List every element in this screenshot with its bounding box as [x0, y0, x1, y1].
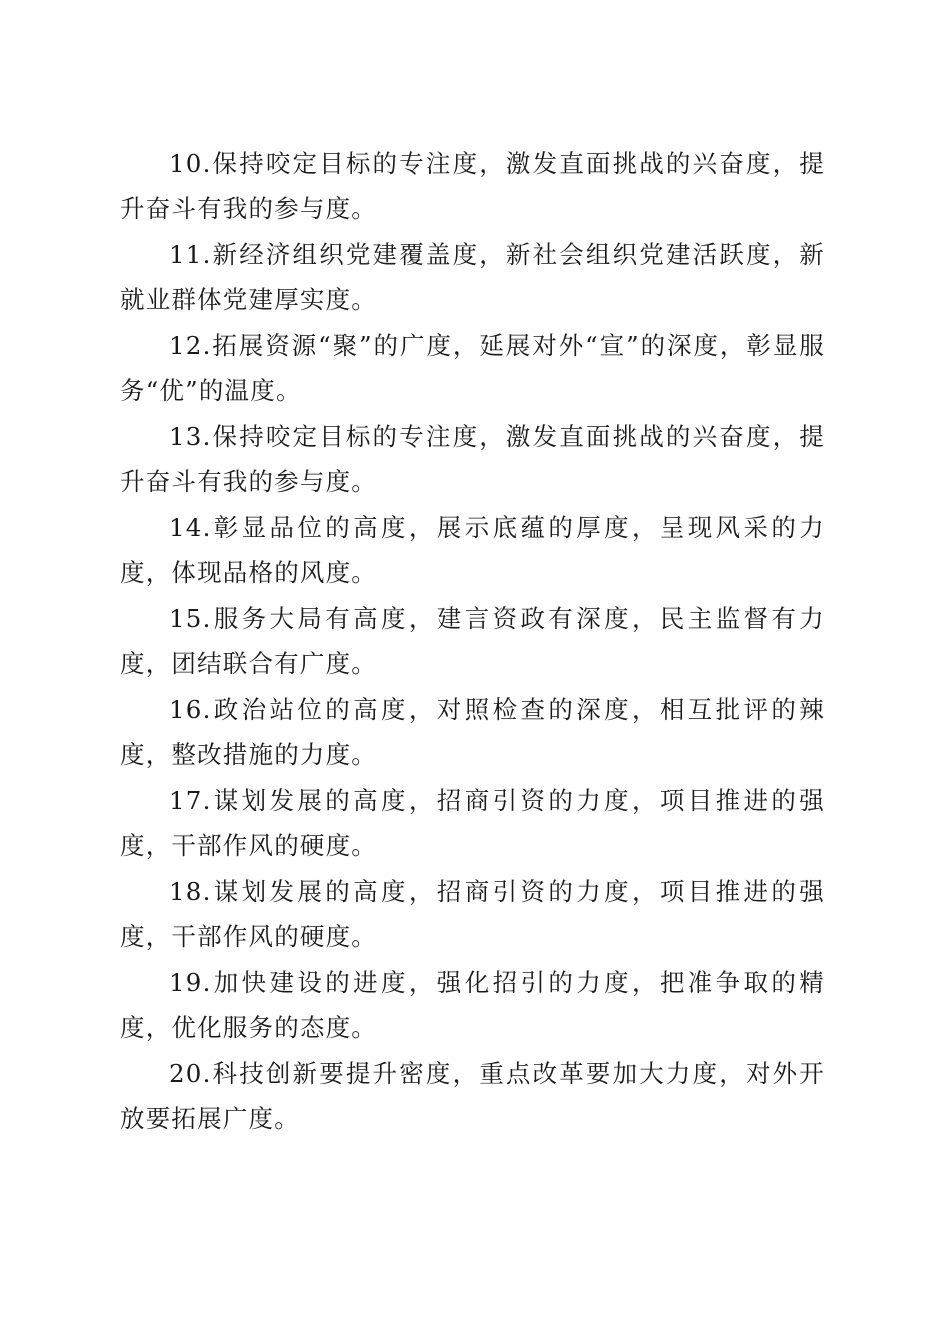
- paragraph-19: 19.加快建设的进度，强化招引的力度，把准争取的精度，优化服务的态度。: [120, 968, 825, 1042]
- paragraph-11: 11.新经济组织党建覆盖度，新社会组织党建活跃度，新就业群体党建厚实度。: [120, 240, 825, 314]
- paragraph-13: 13.保持咬定目标的专注度，激发直面挑战的兴奋度，提升奋斗有我的参与度。: [120, 422, 825, 496]
- paragraph-18: 18.谋划发展的高度，招商引资的力度，项目推进的强度，干部作风的硬度。: [120, 877, 825, 951]
- paragraph-20: 20.科技创新要提升密度，重点改革要加大力度，对外开放要拓展广度。: [120, 1059, 825, 1133]
- document-body: [120, 141, 825, 1142]
- paragraph-15: 15.服务大局有高度，建言资政有深度，民主监督有力度，团结联合有广度。: [120, 604, 825, 678]
- paragraph-16: 16.政治站位的高度，对照检查的深度，相互批评的辣度，整改措施的力度。: [120, 695, 825, 769]
- paragraph-14: 14.彰显品位的高度，展示底蕴的厚度，呈现风采的力度，体现品格的风度。: [120, 513, 825, 587]
- paragraph-12: 12.拓展资源“聚”的广度，延展对外“宣”的深度，彰显服务“优”的温度。: [120, 331, 825, 405]
- paragraph-17: 17.谋划发展的高度，招商引资的力度，项目推进的强度，干部作风的硬度。: [120, 786, 825, 860]
- paragraph-10: 10.保持咬定目标的专注度，激发直面挑战的兴奋度，提升奋斗有我的参与度。: [120, 149, 825, 223]
